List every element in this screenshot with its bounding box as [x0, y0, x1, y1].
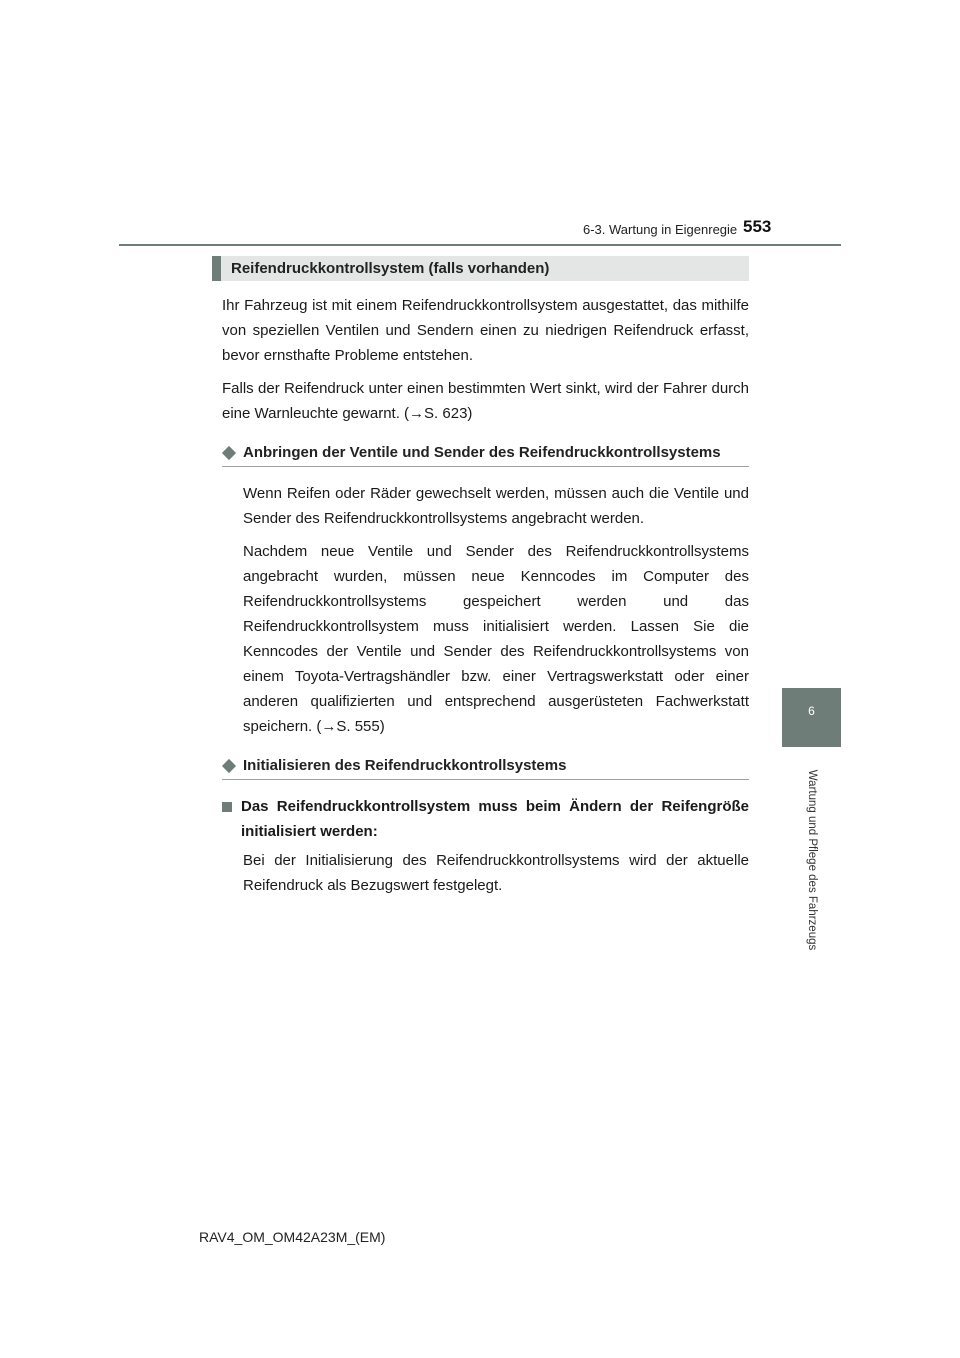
header-section-title: 6-3. Wartung in Eigenregie — [583, 222, 738, 237]
chapter-number: 6 — [808, 704, 815, 718]
intro-paragraph-1: Ihr Fahrzeug ist mit einem Reifendruckkontrollsystem ausgestattet, das mithilfe von speziellen Ventilen und Sendern einen zu niedrigen Reifendruck erfasst, bevor ernsthafte Probleme entstehen. — [222, 297, 749, 364]
subsection-1-paragraph-2: Nachdem neue Ventile und Sender des Reifendruckkontrollsystems angebracht wurden, müssen neue Kenncodes im Computer des Reifendruckkontrollsystems gespeichert werden und das Reifendruckkontrollsystem muss initialisiert werden. Lassen Sie die Kenncodes der Ventile und Sender des Reifendruckkontrollsystems von einem Toyota-Vertragshändler bzw. einer Vertragswerkstatt oder einer anderen qualifizierten und entsprechend ausgerüsteten Fachwerkstatt speichern. (→S. 555) — [243, 543, 749, 735]
chapter-side-label — [802, 760, 822, 960]
header-divider — [119, 244, 841, 246]
subsection-heading-2 — [222, 757, 749, 780]
page-number: 553 — [743, 217, 772, 236]
diamond-bullet-icon — [222, 758, 236, 772]
diamond-bullet-icon — [222, 445, 236, 459]
bullet-heading-text: Das Reifendruckkontrollsystem muss beim Ändern der Reifengröße initialisiert werden: — [241, 798, 749, 840]
square-bullet-icon — [222, 802, 232, 812]
subsection-1-paragraph-1: Wenn Reifen oder Räder gewechselt werden, müssen auch die Ventile und Sender des Reifendruckkontrollsystems angebracht werden. — [243, 485, 749, 527]
subsection-heading-1 — [222, 444, 749, 467]
section-title: Reifendruckkontrollsystem (falls vorhanden) — [212, 256, 749, 281]
subsection-heading-2-text: Initialisieren des Reifendruckkontrollsystems — [243, 757, 567, 774]
chapter-tab — [782, 688, 841, 747]
bullet-heading — [222, 794, 749, 844]
intro-paragraph-2: Falls der Reifendruck unter einen bestimmten Wert sinkt, wird der Fahrer durch eine Warnleuchte gewarnt. (→S. 623) — [222, 380, 749, 422]
bullet-paragraph: Bei der Initialisierung des Reifendruckkontrollsystems wird der aktuelle Reifendruck als Bezugswert festgelegt. — [243, 852, 749, 894]
subsection-heading-1-text: Anbringen der Ventile und Sender des Reifendruckkontrollsystems — [243, 444, 721, 461]
document-code: RAV4_OM_OM42A23M_(EM) — [199, 1229, 386, 1245]
chapter-title: Wartung und Pflege des Fahrzeugs — [806, 769, 818, 951]
main-content — [212, 256, 749, 906]
